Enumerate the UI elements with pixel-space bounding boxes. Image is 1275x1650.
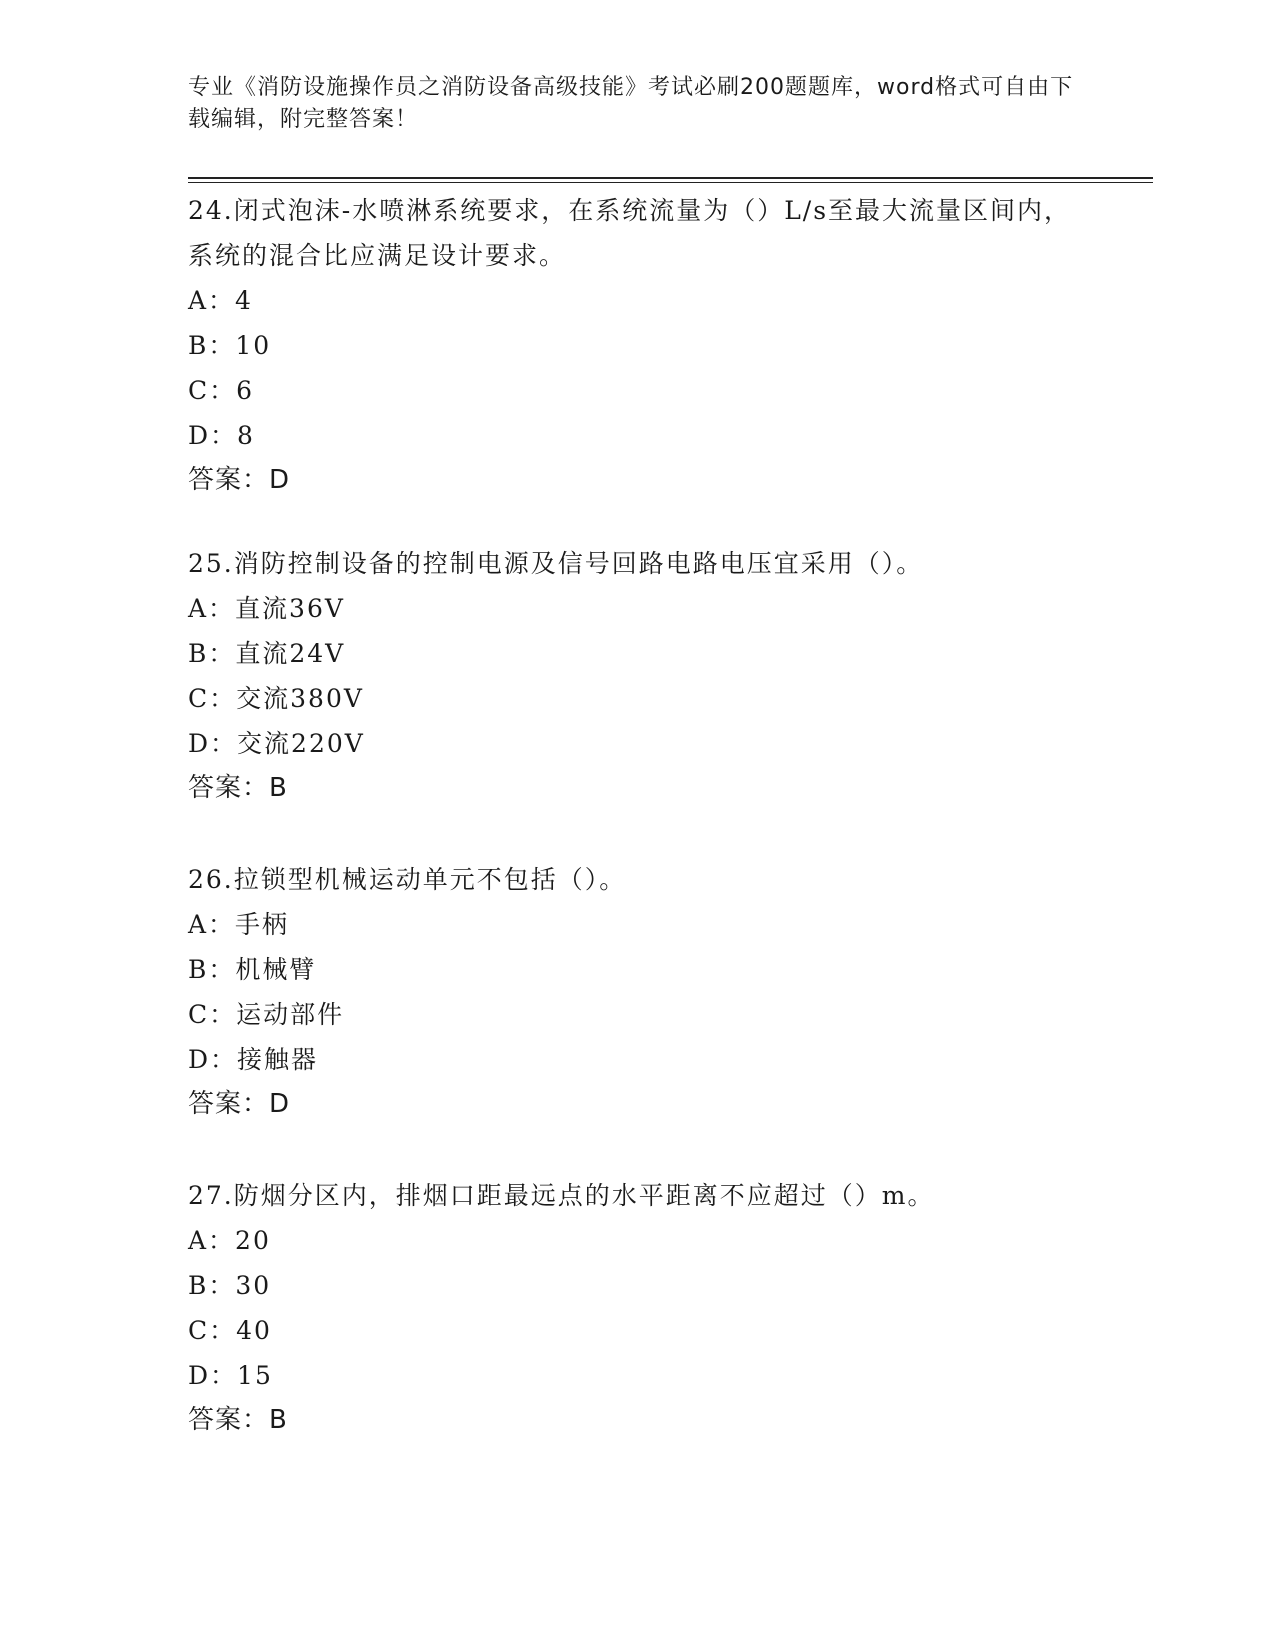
option-c: C：40 [188,1316,272,1345]
option-d: D：交流220V [188,729,365,758]
document-header: 专业《消防设施操作员之消防设备高级技能》考试必刷200题题库，word格式可自由下载编辑，附完整答案！ [188,75,1074,132]
option-a: A：直流36V [188,594,345,623]
option-a: A：4 [188,286,253,315]
option-c: C：6 [188,376,255,405]
question-27 [188,1173,1088,1443]
option-b: B：直流24V [188,639,346,668]
option-b: B：机械臂 [188,955,317,984]
question-26 [188,857,1088,1127]
header-divider-thin [188,182,1153,183]
option-d: D：8 [188,421,255,450]
option-a: A：手柄 [188,910,290,939]
answer-label: 答案：D [188,1089,291,1119]
option-a: A：20 [188,1226,271,1255]
question-25 [188,541,1088,811]
question-stem: 27.防烟分区内，排烟口距最远点的水平距离不应超过（）m。 [188,1181,935,1210]
header-divider-thick [188,177,1153,179]
question-24 [188,188,1088,503]
question-stem: 26.拉锁型机械运动单元不包括（）。 [188,865,627,894]
option-c: C：交流380V [188,684,364,713]
option-b: B：30 [188,1271,272,1300]
question-stem: 24.闭式泡沫-水喷淋系统要求，在系统流量为（）L/s至最大流量区间内，系统的混合比应满足设计要求。 [188,196,1072,270]
question-stem: 25.消防控制设备的控制电源及信号回路电路电压宜采用（）。 [188,549,924,578]
answer-label: 答案：B [188,1405,288,1435]
option-d: D：15 [188,1361,273,1390]
answer-label: 答案：D [188,465,291,495]
option-b: B：10 [188,331,272,360]
option-d: D：接触器 [188,1045,319,1074]
option-c: C：运动部件 [188,1000,345,1029]
answer-label: 答案：B [188,773,288,803]
